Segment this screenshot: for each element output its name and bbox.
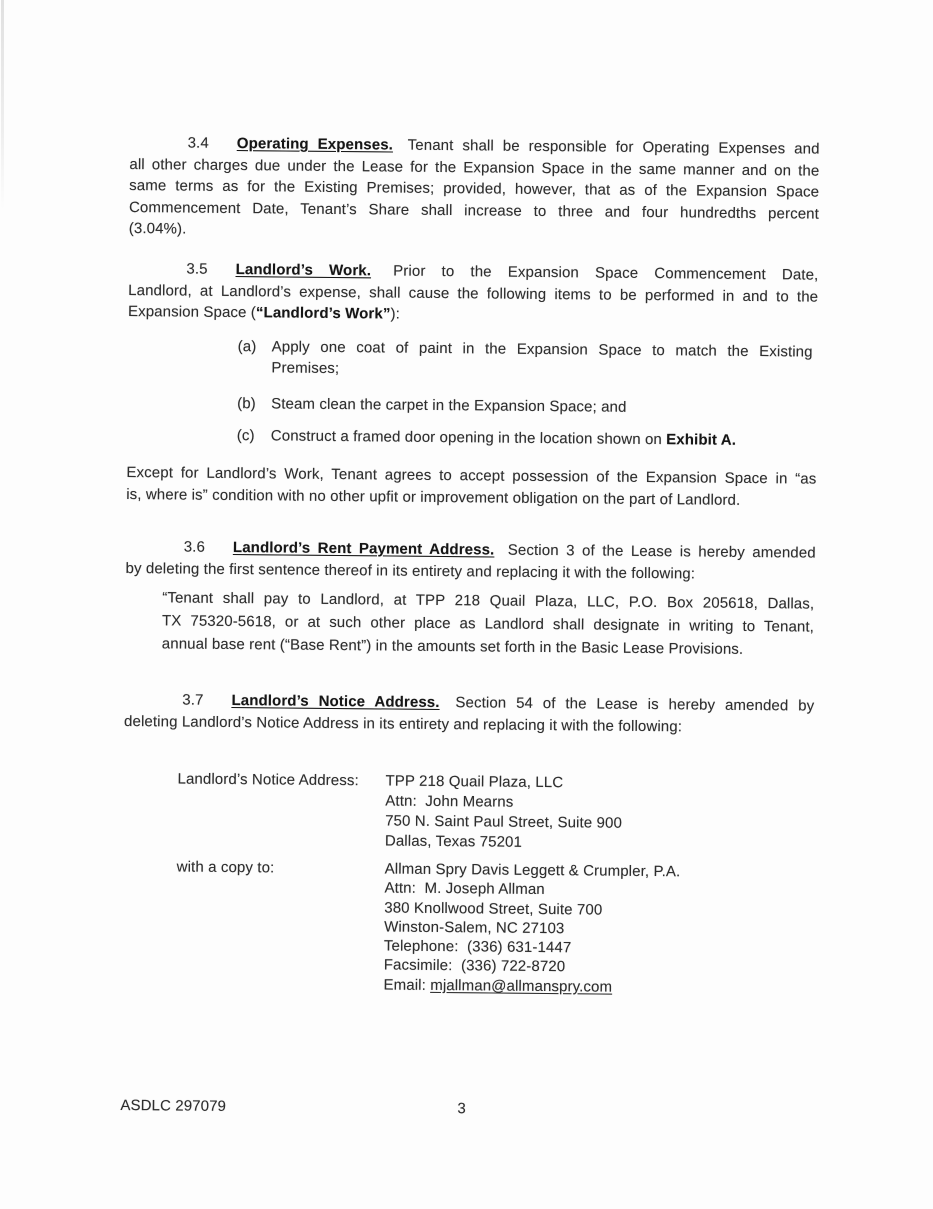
scan-edge-artifact [1,0,4,210]
address-line: Allman Spry Davis Leggett & Crumpler, P.A. [384,860,681,881]
section-heading: Landlord’s Notice Address. [231,691,440,711]
text-line: by deleting the first sentence thereof in its entirety and replacing it with the following: [125,559,696,583]
copy-to-address-block [175,857,776,998]
text-line: Except for Landlord’s Work, Tenant agrees to accept possession of the Expansion Space in “as [126,463,817,488]
page-footer [120,1095,810,1123]
text-line: TX 75320-5618, or at such other place as Landlord shall designate in writing to Tenant, [161,612,815,636]
text-line: “Tenant shall pay to Landlord, at TPP 218 Quail Plaza, LLC, P.O. Box 205618, Dallas, [162,589,815,613]
address-lines [385,771,778,855]
list-item-b [237,393,812,420]
section-3-4 [129,132,820,246]
list-item-c [237,425,812,452]
section-body-text: Tenant shall be responsible for Operating Expenses and [407,136,820,158]
section-heading: Landlord’s Work. [235,261,372,280]
text-line: deleting Landlord’s Notice Address in its entirety and replacing it with the following: [123,712,683,735]
section-body-text: Section 54 of the Lease is hereby amended by [455,694,815,715]
text-line: Commencement Date, Tenant’s Share shall increase to three and four hundredths percent [128,198,820,223]
document-content [119,0,821,1209]
address-lines [383,859,776,998]
text-line: (3.04%). [128,219,187,238]
section-3-6 [125,536,815,587]
email-address: mjallman@allmanspry.com [430,976,613,996]
text-line: is, where is” condition with no other upfit or improvement obligation on the part of Landlord. [126,485,741,509]
address-line [383,975,775,998]
address-line: 750 N. Saint Paul Street, Suite 900 [385,812,623,832]
list-item-marker: (b) [237,395,256,413]
text-line: all other charges due under the Lease for the Expansion Space in the same manner and on the [129,155,820,180]
section-number: 3.7 [182,691,204,709]
section-heading: Operating Expenses. [236,135,394,154]
text-line: annual base rent (“Base Rent”) in the amounts set forth in the Basic Lease Provisions. [161,635,744,658]
text-line: Steam clean the carpet in the Expansion Space; and [271,395,627,416]
list-item-marker: (a) [237,338,257,356]
section-number: 3.6 [183,538,206,556]
except-paragraph [126,462,816,512]
address-line: Dallas, Texas 75201 [384,832,523,851]
address-line: 380 Knollwood Street, Suite 700 [384,899,603,919]
list-item-body: Construct a framed door opening in the location shown on [270,427,667,449]
text-line: same terms as for the Existing Premises; provided, however, that as of the Expansion Space [129,176,820,201]
address-line: Attn: M. Joseph Allman [384,879,545,899]
section-body-text: ): [390,305,401,323]
defined-term: “Landlord’s Work” [255,304,391,323]
section-3-5 [128,258,819,329]
section-number: 3.4 [187,134,209,152]
landlord-notice-address-block [177,769,778,855]
section-body-text: Section 3 of the Lease is hereby amended [507,541,816,562]
email-label: Email: [383,976,431,994]
list-item-a [237,336,812,384]
list-item-text [271,425,812,451]
address-line: Attn: John Mearns [385,792,514,811]
list-item-marker: (c) [236,427,255,445]
address-line: Telephone: (336) 631-1447 [383,937,572,957]
text-line: Premises; [271,359,340,378]
text-line: Apply one coat of paint in the Expansion Space to match the Existing [271,338,813,361]
address-line: TPP 218 Quail Plaza, LLC [385,772,564,792]
list-item-text [271,393,812,419]
address-line: Facsimile: (336) 722-8720 [383,956,566,976]
quoted-lease-text [162,586,815,661]
list-item-text [271,336,812,383]
section-body-text: Prior to the Expansion Space Commencement Date, [393,262,819,284]
text-line [271,425,812,451]
address-label: with a copy to: [176,858,275,877]
page-number: 3 [457,1100,466,1118]
document-reference: ASDLC 297079 [120,1096,227,1115]
section-body-text: Expansion Space ( [127,302,257,322]
text-line: Landlord, at Landlord’s expense, shall cause the following items to be performed in and to the [128,281,819,306]
section-number: 3.5 [186,260,208,278]
address-line: Winston-Salem, NC 27103 [384,918,565,938]
section-heading: Landlord’s Rent Payment Address. [232,539,495,559]
address-label: Landlord’s Notice Address: [177,770,359,790]
exhibit-reference: Exhibit A. [666,431,737,449]
section-3-7 [124,689,814,739]
